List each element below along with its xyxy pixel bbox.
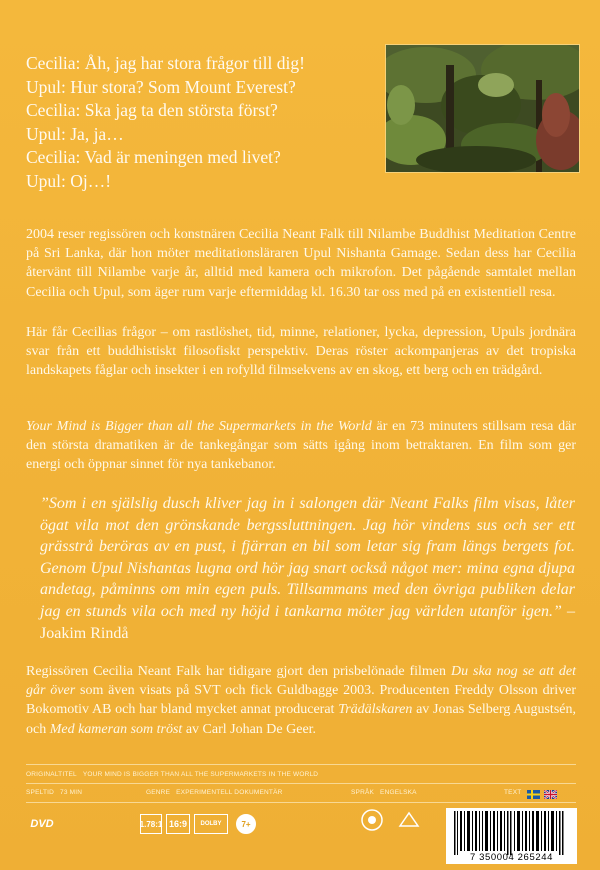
dialogue-line: Cecilia: Åh, jag har stora frågor till dig! <box>26 53 305 73</box>
paragraph-text: är en 73 minuters stillsam resa där den största dramatiken är de tankegångar som sätts igång inom betraktaren. En film som ger energi och öppnar sinnet för nya tankebanor. <box>26 419 576 473</box>
uk-flag-icon <box>544 790 557 799</box>
runtime-value: 73 MIN <box>60 789 83 796</box>
credits-paragraph <box>26 662 576 739</box>
barcode <box>446 808 577 864</box>
original-title-label: ORIGINALTITEL <box>26 771 77 778</box>
widescreen-badge: 16:9 <box>166 814 190 834</box>
review-quote <box>40 493 575 644</box>
paragraph-text: som även visats på SVT och fick Guldbagge 2003. Producenten Freddy Olsson driver Bokomotiv AB och har bland mycket annat producerat <box>26 683 577 718</box>
film-title: Du ska nog se att det går över <box>26 664 576 699</box>
paragraph-text: av Carl Johan De Geer. <box>182 721 317 737</box>
synopsis-paragraph-1: 2004 reser regissören och konstnären Cecilia Neant Falk till Nilambe Buddhist Meditation Centre på Sri Lanka, där hon möter meditationsläraren Upul Nishanta Gamage. Sedan dess har Cecilia återvänt till Nilambe varje år, alltid med kamera och mikrofon. Det pågående samtalet mellan Cecilia och Upul, som äger rum varje eftermiddag kl. 16.30 tar oss med på en existentiell resa. <box>26 227 576 300</box>
synopsis-paragraph-3 <box>26 417 576 475</box>
dialogue-line: Upul: Ja, ja… <box>26 123 124 144</box>
language-value: ENGELSKA <box>380 789 417 796</box>
garden-photo-image <box>386 45 579 172</box>
film-title: Your Mind is Bigger than all the Supermarkets in the World <box>26 419 372 434</box>
paragraph-text: av Jonas Selberg Augustsén, och <box>26 702 576 737</box>
dolby-digital-badge: DOLBY <box>194 814 228 834</box>
producer-logo-icon <box>398 810 420 830</box>
genre-value: EXPERIMENTELL DOKUMENTÄR <box>176 789 283 796</box>
dialogue-line: Upul: Hur stora? Som Mount Everest? <box>26 76 296 97</box>
dvd-video-logo: DVD <box>30 818 54 830</box>
quote-text: ”Som i en själslig dusch kliver jag in i salongen där Neant Falks film visas, låter ögat vila mot den grönskande bergssluttningen. Jag hör vindens sus och ser ett grässtrå beröras av en pust, i fjärran en bil som letar sig fram längs bergets fot. Genom Upul Nishantas lugna ord hör jag snart också något mer: mina egna djupa andetag, påminns om min egen puls. Tillsammans med den övriga publiken delar jag en stunds vila och med ny höjd i tankarna möter jag världen utanför igen.” <box>40 495 575 620</box>
divider <box>26 802 576 803</box>
dialogue-line: Cecilia: Vad är meningen med livet? <box>26 147 281 168</box>
paragraph-text: Regissören Cecilia Neant Falk har tidigare gjort den prisbelönade filmen <box>26 664 451 679</box>
barcode-number: 7 350004 265244 <box>470 852 553 863</box>
language-label: SPRÅK <box>351 789 375 796</box>
swedish-flag-icon <box>527 790 540 799</box>
original-title-value: YOUR MIND IS BIGGER THAN ALL THE SUPERMARKETS IN THE WORLD <box>82 771 319 778</box>
dialogue-block <box>26 52 356 194</box>
subtitles-label: TEXT <box>504 789 522 796</box>
film-title: Med kameran som tröst <box>49 721 183 737</box>
barcode-bars <box>446 811 577 855</box>
garden-photo <box>385 44 580 173</box>
runtime-label: SPELTID <box>26 789 55 796</box>
divider <box>26 783 576 784</box>
quote-author: – Joakim Rindå <box>40 602 576 642</box>
divider <box>26 764 576 765</box>
aspect-ratio-badge: 1.78:1 <box>140 814 162 834</box>
genre-label: GENRE <box>146 789 171 796</box>
distributor-logo-icon <box>360 808 384 832</box>
dialogue-line: Cecilia: Ska jag ta den största först? <box>26 100 278 121</box>
film-title: Trädälskaren <box>338 702 413 718</box>
dialogue-line: Upul: Oj…! <box>26 170 112 191</box>
synopsis-paragraph-2: Här får Cecilias frågor – om rastlöshet, tid, minne, relationer, lycka, depression, Upuls jordnära svar från ett buddhistiskt filosofiskt perspektiv. Deras röster ackompanjeras av det tropiska landskapets fåglar och insekter i en rofylld filmsekvens av en skog, ett berg och en trädgård. <box>26 325 576 379</box>
age-rating-badge: 7+ <box>236 814 256 834</box>
